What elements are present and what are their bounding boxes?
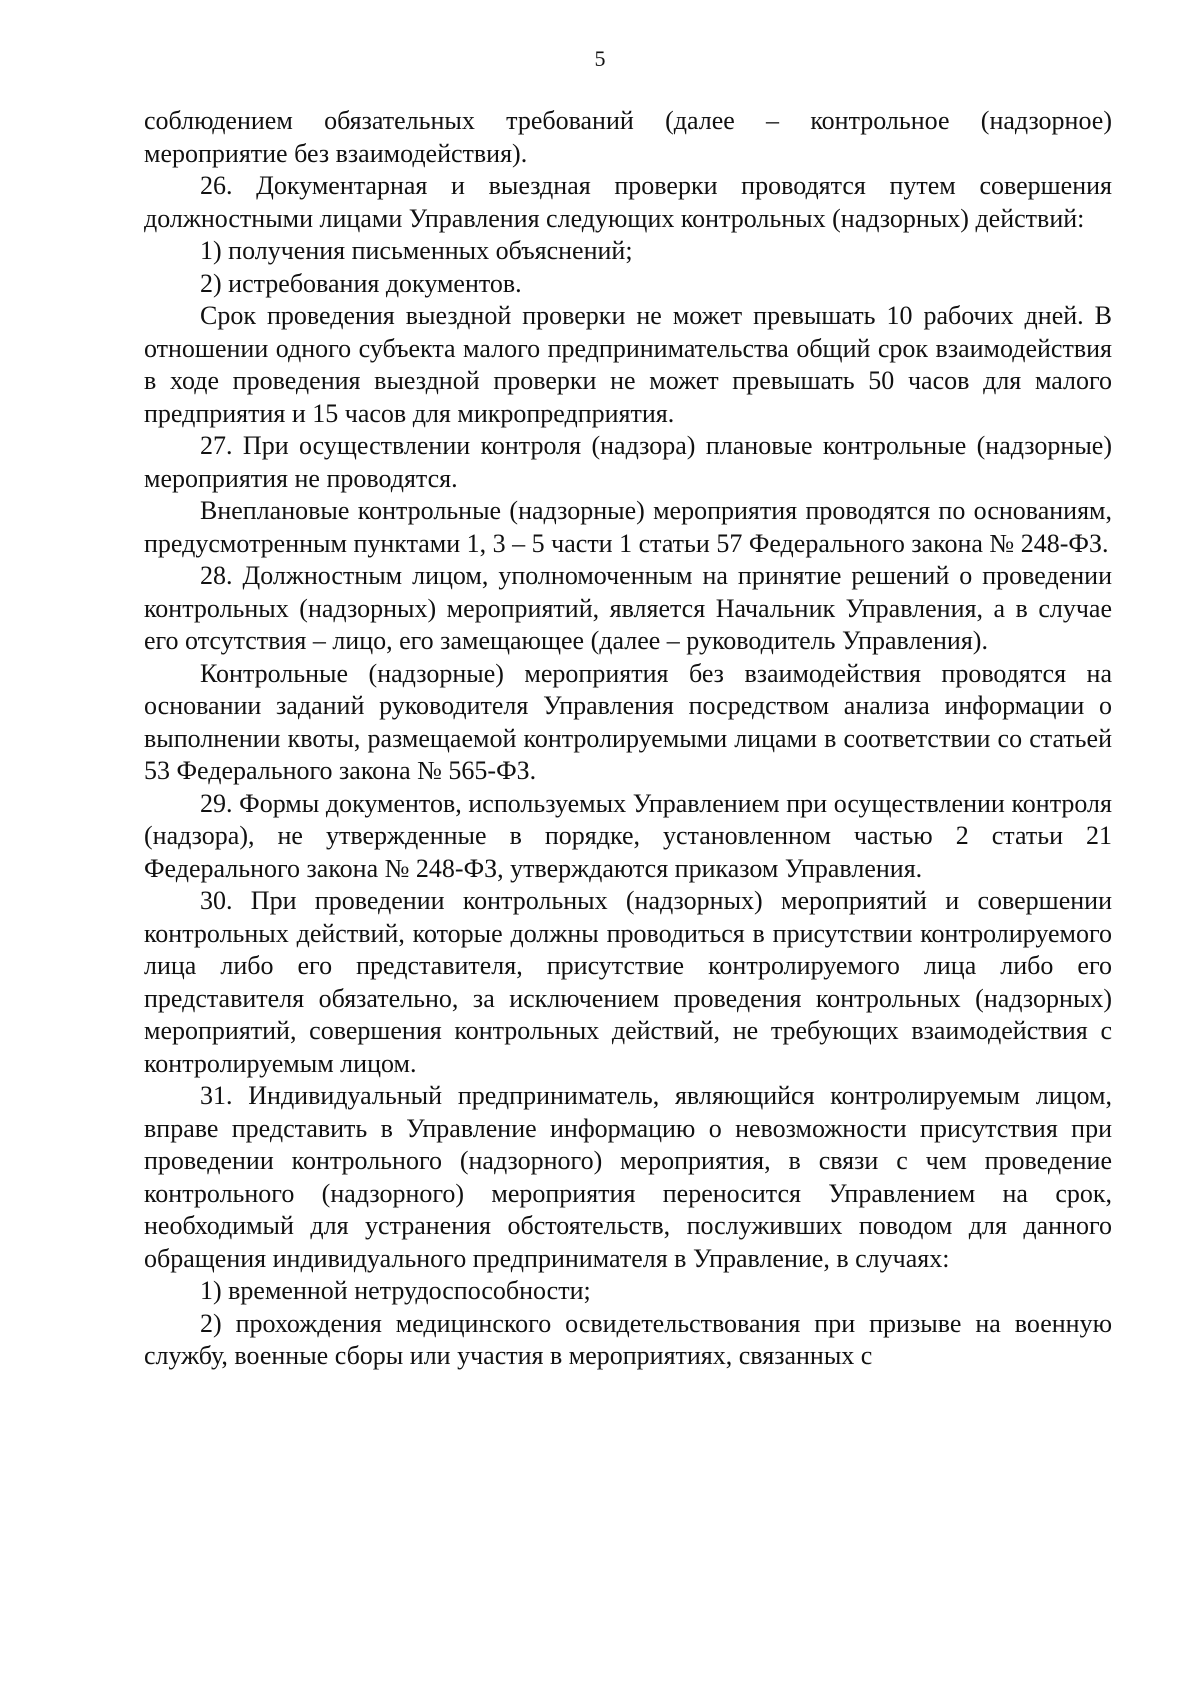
paragraph-continuation: соблюдением обязательных требований (далее – контрольное (надзорное) мероприятие без взаимодействия).: [144, 106, 1112, 168]
paragraph-item-31: 31. Индивидуальный предприниматель, являющийся контролируемым лицом, вправе представить в Управление информацию о невозможности присутствия при проведении контрольного (надзорного) мероприятия, в связи с чем проведение контрольного (надзорного) мероприятия переносится Управлением на срок, необходимый для устранения обстоятельств, послуживших поводом для данного обращения индивидуального предпринимателя в Управление, в случаях:: [144, 1081, 1112, 1273]
paragraph-item-26-2: 2) истребования документов.: [200, 268, 522, 298]
paragraph-inspection-term: Срок проведения выездной проверки не может превышать 10 рабочих дней. В отношении одного субъекта малого предпринимательства общий срок взаимодействия в ходе проведения выездной проверки не может превышать 50 часов для малого предприятия и 15 часов для микропредприятия.: [144, 301, 1112, 428]
paragraph-item-28: 28. Должностным лицом, уполномоченным на принятие решений о проведении контрольных (надзорных) мероприятий, является Начальник Управления, а в случае его отсутствия – лицо, его замещающее (далее – руководитель Управления).: [144, 561, 1112, 655]
paragraph-item-31-1: 1) временной нетрудоспособности;: [200, 1276, 591, 1305]
page-number: 5: [594, 46, 606, 71]
paragraph-item-29: 29. Формы документов, используемых Управлением при осуществлении контроля (надзора), не утвержденные в порядке, установленном частью 2 статьи 21 Федерального закона № 248-ФЗ, утверждаются приказом Управления.: [144, 788, 1112, 883]
document-body: [144, 105, 1112, 1373]
paragraph-item-31-2: 2) прохождения медицинского освидетельствования при призыве на военную службу, военные сборы или участия в мероприятиях, связанных с: [144, 1308, 1112, 1370]
paragraph-measures-without-interaction: Контрольные (надзорные) мероприятия без взаимодействия проводятся на основании заданий руководителя Управления посредством анализа информации о выполнении квоты, размещаемой контролируемыми лицами в соответствии со статьей 53 Федерального закона № 565-ФЗ.: [144, 658, 1112, 785]
paragraph-item-26: 26. Документарная и выездная проверки проводятся путем совершения должностными лицами Управления следующих контрольных (надзорных) действий:: [144, 171, 1112, 233]
paragraph-item-27: 27. При осуществлении контроля (надзора) плановые контрольные (надзорные) мероприятия не проводятся.: [144, 431, 1112, 493]
paragraph-item-26-1: 1) получения письменных объяснений;: [200, 236, 633, 265]
paragraph-item-30: 30. При проведении контрольных (надзорных) мероприятий и совершении контрольных действий, которые должны проводиться в присутствии контролируемого лица либо его представителя, присутствие контролируемого лица либо его представителя обязательно, за исключением проведения контрольных (надзорных) мероприятий, совершения контрольных действий, не требующих взаимодействия с контролируемым лицом.: [144, 886, 1112, 1078]
paragraph-unscheduled-measures: Внеплановые контрольные (надзорные) мероприятия проводятся по основаниям, предусмотренным пунктами 1, 3 – 5 части 1 статьи 57 Федерального закона № 248-ФЗ.: [144, 496, 1112, 558]
